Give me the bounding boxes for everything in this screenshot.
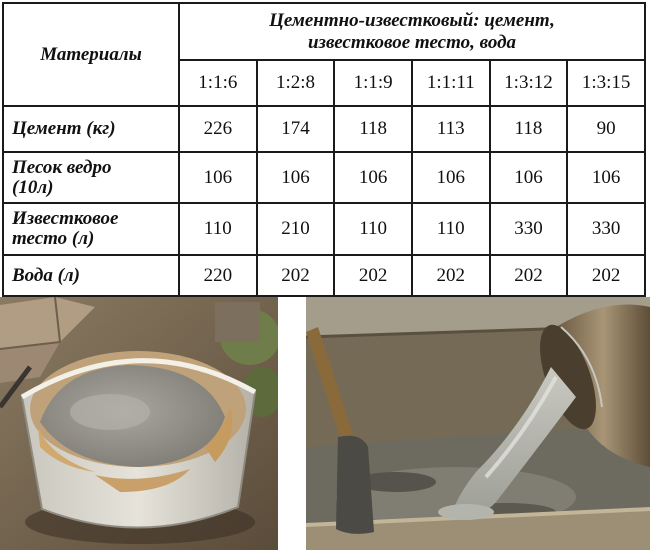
table-cell: 110 [334,203,412,255]
mix-proportions-table [2,2,646,297]
table-cell: 118 [490,106,568,152]
row-label-line2: тесто (л) [12,228,95,249]
table-row [3,152,645,203]
ratio-header: 1:1:9 [334,60,412,106]
table-row [3,255,645,296]
table-cell: 202 [567,255,645,296]
ratio-header: 1:3:15 [567,60,645,106]
table-cell: 226 [179,106,257,152]
pouring-photo [306,297,650,550]
table-cell: 202 [257,255,335,296]
table-cell: 106 [567,152,645,203]
row-label [3,152,179,203]
row-label [3,106,179,152]
table-cell: 110 [179,203,257,255]
row-label-line1: Песок ведро [12,156,112,178]
ratio-header: 1:3:12 [490,60,568,106]
table-row [3,203,645,255]
row-label [3,255,179,296]
pouring-photo-image [306,297,650,550]
row-label-line2: (10л) [12,176,54,198]
row-label-line1: Известковое [12,208,119,229]
bucket-photo-image [0,297,278,550]
row-label-line1: Вода (л) [12,264,81,286]
mix-header-line2: известковое тесто, вода [307,31,517,53]
table-cell: 106 [412,152,490,203]
table-row [3,106,645,152]
table-cell: 330 [567,203,645,255]
table-cell: 110 [412,203,490,255]
materials-header-text: Материалы [40,43,142,65]
row-label [3,203,179,255]
table-cell: 202 [490,255,568,296]
table-cell: 113 [412,106,490,152]
table-cell: 106 [490,152,568,203]
table-cell: 330 [490,203,568,255]
mix-header-line1: Цементно-известковый: цемент, [269,9,555,31]
table-cell: 174 [257,106,335,152]
table-cell: 106 [334,152,412,203]
bucket-photo [0,297,278,550]
table-cell: 202 [412,255,490,296]
materials-header [3,3,179,106]
table-cell: 220 [179,255,257,296]
table-cell: 106 [257,152,335,203]
table-cell: 106 [179,152,257,203]
table-cell: 202 [334,255,412,296]
table-cell: 210 [257,203,335,255]
ratio-header: 1:1:11 [412,60,490,106]
ratio-header: 1:2:8 [257,60,335,106]
table-cell: 90 [567,106,645,152]
row-label-line1: Цемент (кг) [12,118,116,139]
ratio-header: 1:1:6 [179,60,257,106]
mix-type-header [179,3,645,60]
table-cell: 118 [334,106,412,152]
